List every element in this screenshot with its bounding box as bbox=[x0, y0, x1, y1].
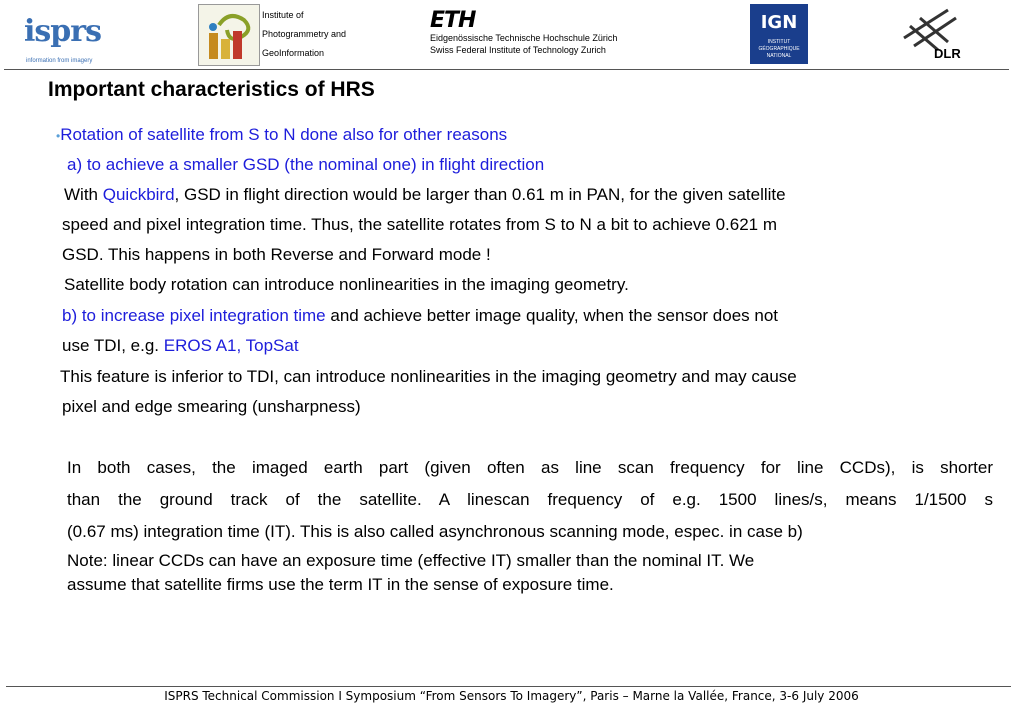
content-line-4: speed and pixel integration time. Thus, the satellite rotates from S to N a bit to achieve 0.621 m bbox=[62, 215, 778, 234]
ipi-line-2: Photogrammetry and bbox=[262, 29, 347, 39]
isprs-logo-text: isprs bbox=[24, 14, 101, 49]
para-3-line-2: assume that satellite firms use the term IT in the sense of exposure time. bbox=[67, 575, 614, 594]
header-divider bbox=[4, 69, 1009, 70]
ipi-logo-icon bbox=[199, 5, 259, 65]
eth-mark: ETH bbox=[430, 8, 476, 33]
content-line-10: pixel and edge smearing (unsharpness) bbox=[62, 397, 361, 416]
dlr-mark: DLR bbox=[934, 46, 961, 61]
para-3-line-1: Note: linear CCDs can have an exposure time (effective IT) smaller than the nominal IT. We bbox=[67, 551, 755, 570]
dlr-logo bbox=[898, 6, 966, 62]
para-2-line-3: (0.67 ms) integration time (IT). This is also called asynchronous scanning mode, espec. in case b) bbox=[67, 522, 803, 541]
line-8-blue: EROS A1, TopSat bbox=[163, 336, 299, 355]
content-line-5: GSD. This happens in both Reverse and Forward mode ! bbox=[62, 245, 491, 264]
para-2-line-1: In both cases, the imaged earth part (given often as line scan frequency for line CCDs), is shorter bbox=[67, 458, 993, 477]
paragraph-3 bbox=[67, 549, 987, 597]
footer-text: ISPRS Technical Commission I Symposium “From Sensors To Imagery”, Paris – Marne la Vallée, France, 3-6 July 2006 bbox=[164, 689, 859, 703]
content-line-1 bbox=[56, 120, 507, 151]
isprs-tagline: information from imagery bbox=[26, 58, 93, 64]
line-3-post: , GSD in flight direction would be larger than 0.61 m in PAN, for the given satellite bbox=[174, 185, 786, 204]
page-title: Important characteristics of HRS bbox=[48, 78, 375, 101]
quickbird-link: Quickbird bbox=[102, 185, 175, 204]
para-2-line-2: than the ground track of the satellite. A linescan frequency of e.g. 1500 lines/s, means 1/1500 s bbox=[67, 490, 993, 509]
line-7-blue: b) to increase pixel integration time bbox=[62, 306, 326, 325]
content-line-9: This feature is inferior to TDI, can introduce nonlinearities in the imaging geometry and may cause bbox=[60, 367, 797, 386]
footer-divider bbox=[6, 686, 1011, 687]
bullet-icon: • bbox=[56, 129, 61, 143]
ign-mark: IGN bbox=[760, 12, 798, 33]
isprs-logo bbox=[22, 8, 110, 68]
content-line-2: a) to achieve a smaller GSD (the nominal one) in flight direction bbox=[67, 155, 545, 174]
ipi-logo bbox=[198, 4, 260, 66]
line-7-black: and achieve better image quality, when the sensor does not bbox=[325, 306, 778, 325]
eth-line-2: Swiss Federal Institute of Technology Zurich bbox=[430, 45, 606, 55]
eth-line-1: Eidgenössische Technische Hochschule Zürich bbox=[430, 33, 618, 43]
ipi-line-3: GeoInformation bbox=[262, 48, 325, 58]
content-line-8 bbox=[62, 331, 299, 361]
content-line-6: Satellite body rotation can introduce nonlinearities in the imaging geometry. bbox=[64, 275, 629, 294]
paragraph-2 bbox=[67, 452, 993, 548]
line-3-pre: With bbox=[64, 185, 103, 204]
ipi-name bbox=[262, 6, 346, 63]
eth-logo bbox=[430, 10, 617, 56]
ign-logo bbox=[750, 4, 808, 64]
content-line-7 bbox=[62, 301, 778, 331]
line-1-text: Rotation of satellite from S to N done also for other reasons bbox=[60, 125, 508, 144]
content-line-3 bbox=[64, 180, 786, 210]
line-8-pre: use TDI, e.g. bbox=[62, 336, 164, 355]
ign-sub: INSTITUT GÉOGRAPHIQUE NATIONAL bbox=[758, 39, 800, 59]
ipi-line-1: Institute of bbox=[262, 10, 304, 20]
